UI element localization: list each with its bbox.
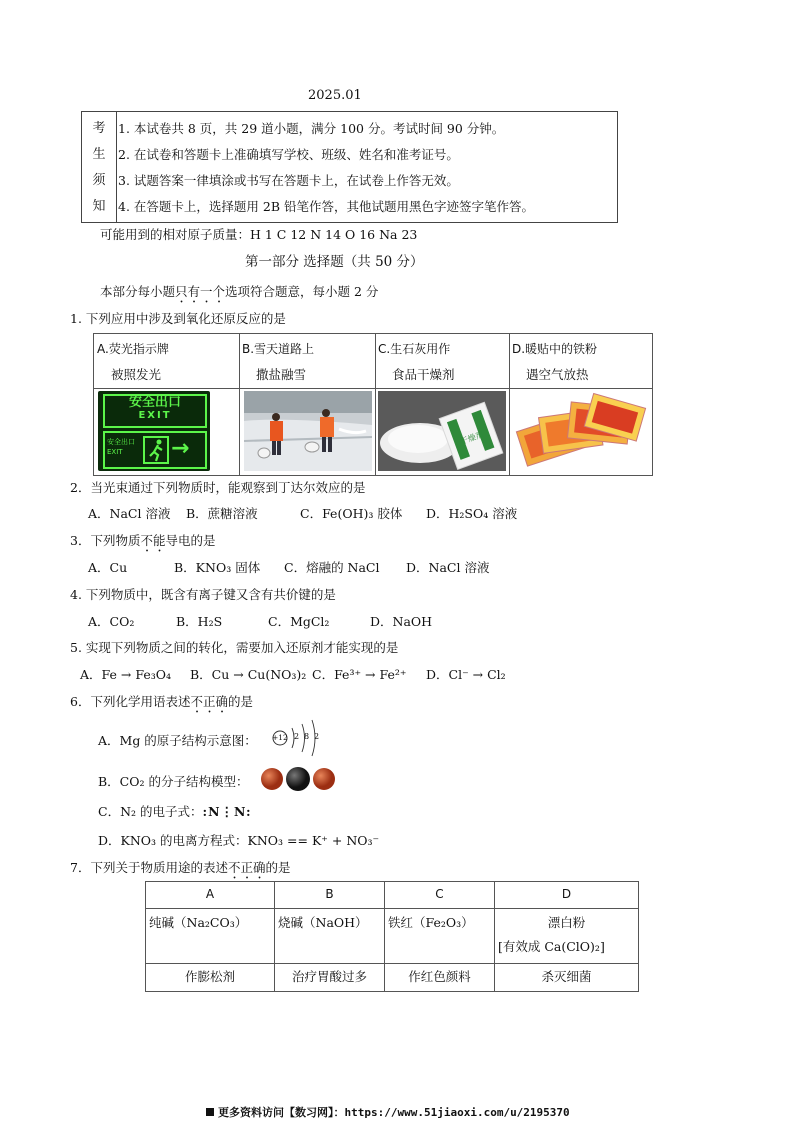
q5-option: B．Cu → Cu(NO₃)₂ [190, 667, 307, 682]
q1-option-line: B.雪天道路上 [242, 342, 315, 356]
q6-option-c-label: C．N₂ 的电子式： [98, 804, 203, 819]
notice-side-char: 须 [92, 173, 106, 188]
q6-stem-text: 6．下列化学用语表述 [70, 694, 191, 709]
q1-col-divider [375, 334, 376, 475]
q7-header-cell: D [561, 887, 572, 901]
q4-option: C．MgCl₂ [268, 614, 330, 629]
q4-option: B．H₂S [176, 614, 223, 629]
part1-intro [100, 282, 378, 306]
notice-divider [116, 112, 117, 222]
q1-option-line: 撒盐融雪 [256, 367, 307, 382]
desiccant-label: 干燥剂 [459, 429, 485, 447]
q3-stem-text: 导电的是 [165, 533, 216, 548]
notice-box [81, 111, 618, 223]
q4-stem: 4. 下列物质中，既含有离子键又含有共价键的是 [70, 587, 336, 602]
q1-row-divider [94, 388, 652, 389]
atomic-masses: 可能用到的相对原子质量：H 1 C 12 N 14 O 16 Na 23 [100, 227, 418, 242]
q3-option: A．Cu [88, 560, 128, 575]
q1-col-divider [509, 334, 510, 475]
notice-side-char: 知 [92, 199, 106, 214]
q2-stem: 2．当光束通过下列物质时，能观察到丁达尔效应的是 [70, 480, 366, 495]
mg-shell-count: 2 [294, 732, 300, 741]
q7-row-divider [146, 963, 638, 964]
q1-option-d [512, 337, 597, 387]
n2-electron-formula: :N⋮N: [202, 804, 252, 819]
desiccant-image [378, 391, 506, 471]
q5-option: D．Cl⁻ → Cl₂ [426, 667, 506, 682]
q3-option: D．NaCl 溶液 [406, 560, 490, 575]
q7-cell: 杀灭细菌 [541, 969, 592, 984]
exit-sign-small-cn: 安全出口 [107, 438, 135, 446]
q7-cell: 治疗胃酸过多 [291, 969, 367, 984]
q6-stem-emphasis: 不正确 [190, 694, 228, 709]
q7-header-cell: B [325, 887, 334, 901]
q3-stem [70, 531, 215, 555]
q7-table [145, 881, 639, 992]
q2-option: B．蔗糖溶液 [186, 506, 258, 521]
q3-stem-text: 3．下列物质 [70, 533, 141, 548]
mg-shell-count: 8 [304, 732, 310, 741]
q3-option: C．熔融的 NaCl [284, 560, 380, 575]
hand-warmer-image [513, 391, 648, 471]
q1-option-c [378, 337, 455, 387]
q3-stem-emphasis: 不能 [140, 533, 166, 548]
flag-icon [206, 1108, 214, 1116]
q1-option-table [93, 333, 653, 476]
arrow-right-icon: → [171, 436, 190, 461]
exit-sign-small [107, 437, 135, 457]
q6-option-b: B．CO₂ 的分子结构模型： [98, 774, 249, 789]
notice-side-char: 生 [92, 147, 106, 162]
part1-title: 第一部分 选择题（共 50 分） [245, 254, 424, 270]
notice-items [118, 116, 534, 220]
intro-emphasis: 只有一个 [175, 284, 226, 299]
q7-stem-emphasis: 不正确 [227, 860, 266, 875]
q7-cell: 烧碱（NaOH） [278, 915, 368, 930]
q7-cell: 纯碱（Na₂CO₃） [149, 915, 248, 930]
notice-side-char: 考 [92, 121, 106, 136]
mg-atom-diagram [270, 718, 330, 758]
q7-cell: 作膨松剂 [184, 969, 235, 984]
q7-cell: 作红色颜料 [408, 969, 471, 984]
salting-road-image [244, 391, 372, 471]
running-man-icon [143, 436, 169, 464]
q7-cell: 漂白粉 [547, 915, 586, 930]
q5-option: A．Fe → Fe₃O₄ [80, 667, 171, 682]
q1-option-a [97, 337, 169, 387]
q7-stem-text: 的是 [265, 860, 291, 875]
q1-stem: 1. 下列应用中涉及到氧化还原反应的是 [70, 311, 286, 326]
intro-text: 选项符合题意，每小题 2 分 [225, 284, 379, 299]
q6-stem [70, 692, 253, 716]
q7-header-cell: C [435, 887, 444, 901]
q7-stem [70, 858, 291, 882]
notice-item: 1. 本试卷共 8 页，共 29 道小题，满分 100 分。考试时间 90 分钟。 [118, 121, 505, 136]
q7-cell-note: [有效成 Ca(ClO)₂] [498, 939, 605, 954]
exam-date: 2025.01 [308, 88, 362, 103]
q7-stem-text: 7．下列关于物质用途的表述 [70, 860, 228, 875]
q2-option: D．H₂SO₄ 溶液 [426, 506, 518, 521]
q6-option-d: D．KNO₃ 的电离方程式：KNO₃ == K⁺ + NO₃⁻ [98, 833, 380, 848]
exit-sign-cn: 安全出口 [128, 395, 181, 410]
intro-text: 本部分每小题 [100, 284, 176, 299]
q1-col-divider [239, 334, 240, 475]
q4-option: D．NaOH [370, 614, 433, 629]
exit-sign-bottom [103, 431, 207, 469]
q1-option-line: A.荧光指示牌 [97, 342, 169, 356]
q6-stem-text: 的是 [227, 694, 253, 709]
mg-shell-count: 2 [314, 732, 320, 741]
q5-stem: 5. 实现下列物质之间的转化，需要加入还原剂才能实现的是 [70, 640, 399, 655]
exit-sign-image [98, 391, 210, 471]
mg-nucleus-label: +12 [272, 733, 288, 742]
q6-option-a: A．Mg 的原子结构示意图： [98, 733, 257, 748]
co2-model-image [258, 765, 338, 793]
q1-option-line: 遇空气放热 [526, 367, 589, 382]
q1-option-line: 被照发光 [111, 367, 162, 382]
notice-item: 2. 在试卷和答题卡上准确填写学校、班级、姓名和准考证号。 [118, 147, 459, 162]
exit-sign-small-en: EXIT [107, 448, 123, 456]
q6-option-c [98, 802, 252, 820]
q7-cell: 铁红（Fe₂O₃） [388, 915, 474, 930]
q5-option: C．Fe³⁺ → Fe²⁺ [312, 667, 407, 682]
q1-option-b [242, 337, 314, 387]
q1-option-line: D.暖贴中的铁粉 [512, 342, 598, 356]
q7-row-divider [146, 908, 638, 909]
notice-item: 4. 在答题卡上，选择题用 2B 铅笔作答，其他试题用黑色字迹签字笔作答。 [118, 199, 534, 214]
q1-option-line: C.生石灰用作 [378, 342, 451, 356]
exit-sign-top [103, 394, 207, 428]
q1-option-line: 食品干燥剂 [392, 367, 455, 382]
exit-sign-en: EXIT [138, 410, 172, 421]
footer-link[interactable] [206, 1104, 570, 1120]
q3-option: B．KNO₃ 固体 [174, 560, 261, 575]
footer-text: 更多资料访问【数习网】：https://www.51jiaoxi.com/u/2195370 [218, 1106, 570, 1119]
q4-option: A．CO₂ [88, 614, 135, 629]
q7-header-cell: A [205, 887, 215, 901]
notice-item: 3. 试题答案一律填涂或书写在答题卡上，在试卷上作答无效。 [118, 173, 459, 188]
q2-option: A．NaCl 溶液 [88, 506, 171, 521]
notice-side-label [82, 116, 116, 220]
q2-option: C．Fe(OH)₃ 胶体 [300, 506, 403, 521]
